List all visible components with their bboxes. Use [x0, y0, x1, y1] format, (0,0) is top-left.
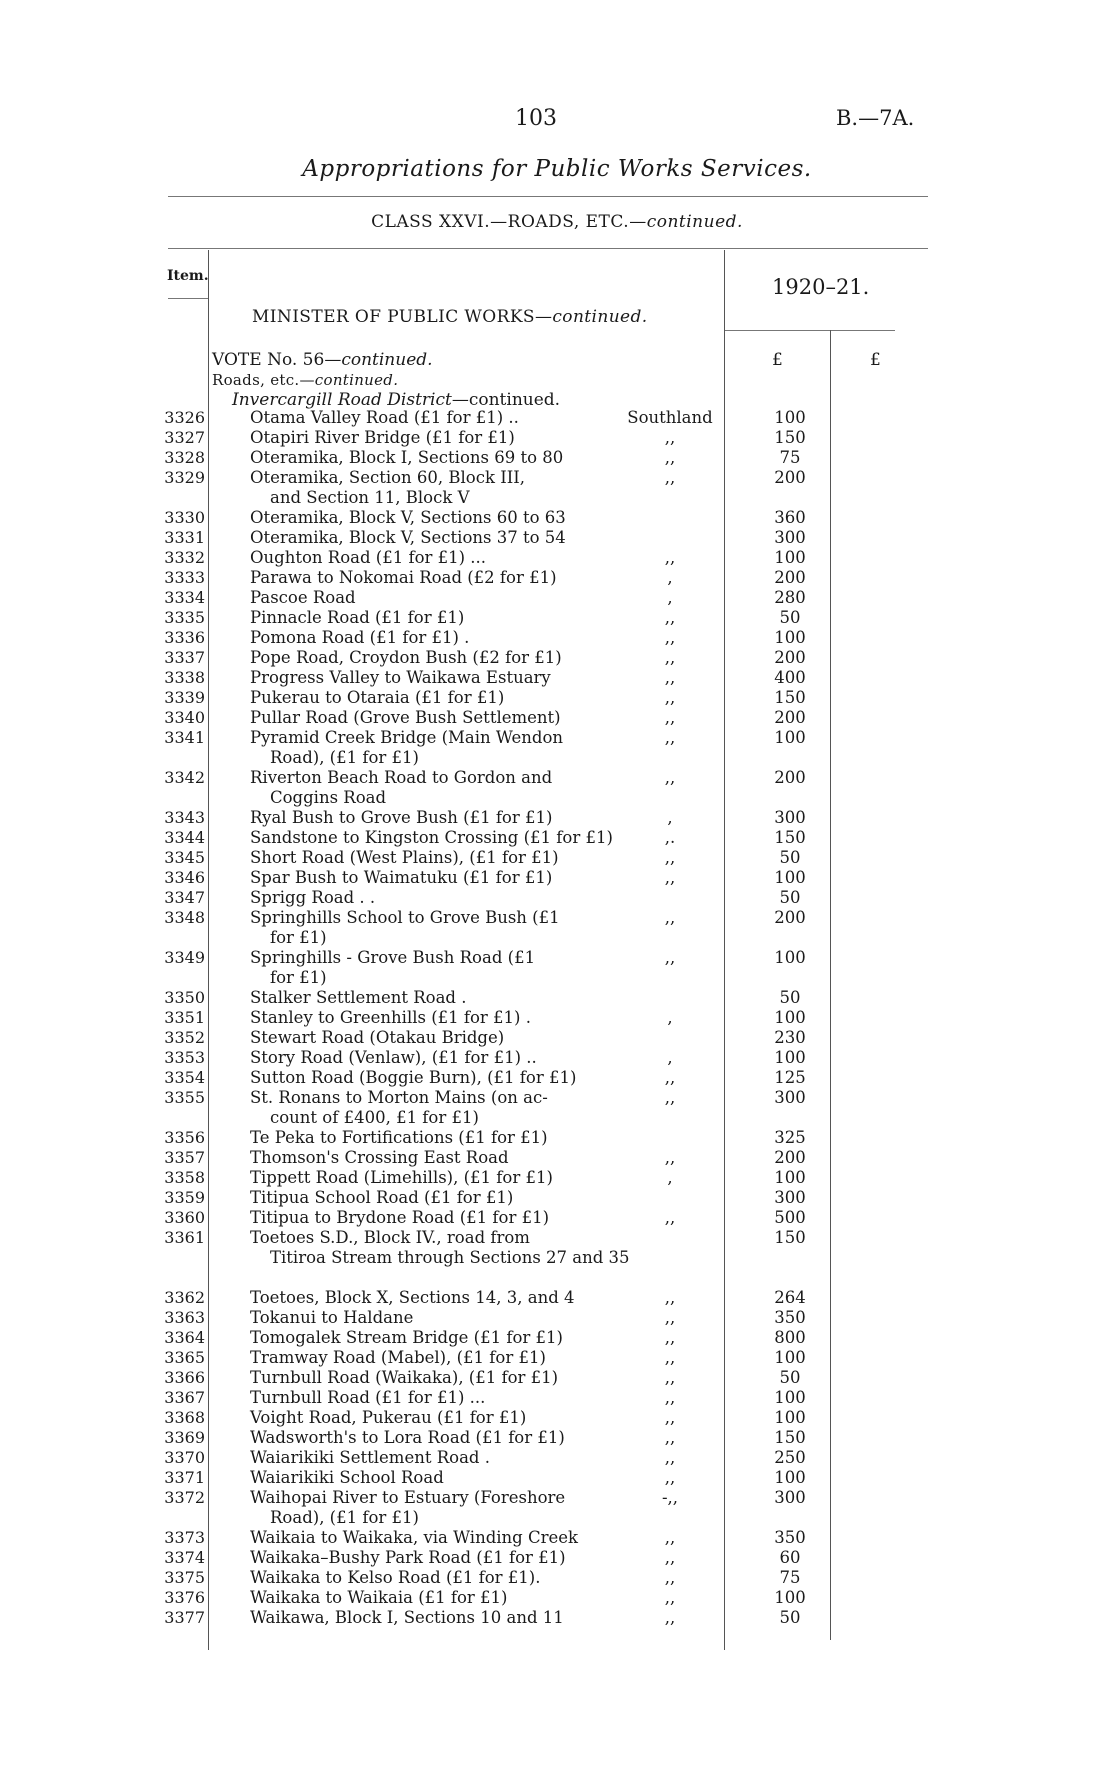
- item-number: 3340: [164, 708, 205, 727]
- item-amount: 200: [774, 908, 806, 927]
- item-district: ,,: [664, 948, 676, 967]
- item-description-text: Parawa to Nokomai Road (£2 for £1): [250, 568, 557, 587]
- item-description: [250, 628, 630, 648]
- item-amount: 100: [774, 1388, 806, 1407]
- item-number: 3349: [164, 948, 205, 967]
- item-description: [250, 1208, 630, 1228]
- item-description-text: St. Ronans to Morton Mains (on ac-: [250, 1088, 548, 1107]
- item-description-text: Stanley to Greenhills (£1 for £1) .: [250, 1008, 531, 1027]
- item-description-text: Pyramid Creek Bridge (Main Wendon: [250, 728, 564, 747]
- item-description-text: Tramway Road (Mabel), (£1 for £1): [250, 1348, 546, 1367]
- item-amount: 100: [774, 1348, 806, 1367]
- item-number: 3369: [164, 1428, 205, 1447]
- item-district: ,,: [664, 608, 676, 627]
- item-description-text: Progress Valley to Waikawa Estuary: [250, 668, 551, 687]
- page-number: 103: [515, 106, 557, 131]
- item-amount: 100: [774, 1408, 806, 1427]
- item-number: 3374: [164, 1548, 205, 1567]
- item-number: 3332: [164, 548, 205, 567]
- item-amount: 200: [774, 708, 806, 727]
- item-description-text: Pinnacle Road (£1 for £1): [250, 608, 465, 627]
- currency-symbol-1: £: [772, 350, 783, 370]
- item-number: 3346: [164, 868, 205, 887]
- item-description: [250, 648, 630, 668]
- item-description-text: Tomogalek Stream Bridge (£1 for £1): [250, 1328, 563, 1347]
- item-district: ,,: [664, 1388, 676, 1407]
- item-number: 3363: [164, 1308, 205, 1327]
- item-description: [250, 1188, 630, 1208]
- item-description-text: Tokanui to Haldane: [250, 1308, 414, 1327]
- amount-column-line: [724, 250, 725, 1650]
- item-amount: 150: [774, 1228, 806, 1247]
- vote-heading-continued: continued.: [341, 350, 433, 370]
- class-heading: [0, 212, 1114, 232]
- item-description: [250, 448, 630, 468]
- item-amount: 350: [774, 1308, 806, 1327]
- item-amount: 300: [774, 528, 806, 547]
- item-description: [250, 728, 630, 768]
- item-description-text: Thomson's Crossing East Road: [250, 1148, 509, 1167]
- item-number: 3352: [164, 1028, 205, 1047]
- item-number: 3353: [164, 1048, 205, 1067]
- item-description-text: Waikaka–Bushy Park Road (£1 for £1): [250, 1548, 566, 1567]
- item-number: 3333: [164, 568, 205, 587]
- item-district: ,,: [664, 688, 676, 707]
- item-number: 3326: [164, 408, 205, 427]
- item-description: [250, 1488, 630, 1528]
- year-header-rule: [725, 330, 895, 331]
- item-number: 3361: [164, 1228, 205, 1247]
- item-amount: 50: [779, 608, 801, 627]
- item-description: [250, 1328, 630, 1348]
- item-description-text: Toetoes, Block X, Sections 14, 3, and 4: [250, 1288, 575, 1307]
- item-district: ,,: [664, 548, 676, 567]
- minister-heading: [252, 307, 648, 327]
- item-number: 3334: [164, 588, 205, 607]
- item-number: 3371: [164, 1468, 205, 1487]
- item-description: [250, 1608, 630, 1628]
- item-description-continuation: Road), (£1 for £1): [270, 1508, 419, 1527]
- item-description-text: Waikawa, Block I, Sections 10 and 11: [250, 1608, 564, 1627]
- item-description-text: Stewart Road (Otakau Bridge): [250, 1028, 505, 1047]
- item-description-text: Pope Road, Croydon Bush (£2 for £1): [250, 648, 562, 667]
- item-description: [250, 1568, 630, 1588]
- item-district: ,,: [664, 1448, 676, 1467]
- item-amount: 50: [779, 988, 801, 1007]
- item-district: ,,: [664, 1528, 676, 1547]
- item-description-text: Oteramika, Section 60, Block III,: [250, 468, 526, 487]
- year-column-header: 1920–21.: [772, 275, 870, 299]
- item-description-text: Otapiri River Bridge (£1 for £1): [250, 428, 515, 447]
- item-description-text: Riverton Beach Road to Gordon and: [250, 768, 553, 787]
- item-number: 3336: [164, 628, 205, 647]
- item-amount: 300: [774, 1488, 806, 1507]
- item-amount: 150: [774, 688, 806, 707]
- item-number: 3370: [164, 1448, 205, 1467]
- item-description: [250, 708, 630, 728]
- item-district: ,,: [664, 1148, 676, 1167]
- item-description: [250, 948, 630, 988]
- item-number: 3358: [164, 1168, 205, 1187]
- item-description: [250, 1348, 630, 1368]
- item-amount: 350: [774, 1528, 806, 1547]
- item-amount: 125: [774, 1068, 806, 1087]
- item-description-text: Te Peka to Fortifications (£1 for £1): [250, 1128, 548, 1147]
- item-description: [250, 1288, 630, 1308]
- item-amount: 200: [774, 568, 806, 587]
- item-district: ,,: [664, 1468, 676, 1487]
- minister-heading-continued: continued.: [552, 307, 648, 327]
- item-amount: 50: [779, 848, 801, 867]
- item-description-continuation: Coggins Road: [270, 788, 387, 807]
- item-description: [250, 528, 630, 548]
- item-number: 3330: [164, 508, 205, 527]
- item-number: 3366: [164, 1368, 205, 1387]
- district-name: Invercargill Road District: [232, 390, 452, 410]
- item-number: 3376: [164, 1588, 205, 1607]
- item-description: [250, 568, 630, 588]
- item-description: [250, 908, 630, 948]
- item-description-text: Turnbull Road (Waikaka), (£1 for £1): [250, 1368, 559, 1387]
- item-description-text: Tippett Road (Limehills), (£1 for £1): [250, 1168, 553, 1187]
- item-number: 3338: [164, 668, 205, 687]
- item-description-text: Oughton Road (£1 for £1) ...: [250, 548, 487, 567]
- item-amount: 75: [779, 448, 801, 467]
- item-description-text: Sutton Road (Boggie Burn), (£1 for £1): [250, 1068, 577, 1087]
- item-number: 3335: [164, 608, 205, 627]
- class-heading-text: CLASS XXVI.—ROADS, ETC.—: [371, 212, 647, 232]
- item-number: 3373: [164, 1528, 205, 1547]
- item-number: 3368: [164, 1408, 205, 1427]
- item-description-text: Springhills School to Grove Bush (£1: [250, 908, 560, 927]
- item-amount: 100: [774, 548, 806, 567]
- item-header-rule: [168, 298, 208, 299]
- item-description: [250, 1548, 630, 1568]
- item-description-text: Oteramika, Block V, Sections 37 to 54: [250, 528, 566, 547]
- item-description-text: Story Road (Venlaw), (£1 for £1) ..: [250, 1048, 537, 1067]
- item-description: [250, 428, 630, 448]
- item-description-text: Oteramika, Block V, Sections 60 to 63: [250, 508, 566, 527]
- item-description: [250, 828, 630, 848]
- item-district: ,,: [664, 1068, 676, 1087]
- item-description: [250, 1168, 630, 1188]
- item-description-continuation: count of £400, £1 for £1): [270, 1108, 479, 1127]
- item-number: 3328: [164, 448, 205, 467]
- item-amount: 264: [774, 1288, 806, 1307]
- item-district: ,,: [664, 728, 676, 747]
- item-description: [250, 1408, 630, 1428]
- item-number: 3345: [164, 848, 205, 867]
- item-number: 3341: [164, 728, 205, 747]
- item-number: 3337: [164, 648, 205, 667]
- item-description: [250, 688, 630, 708]
- item-number: 3365: [164, 1348, 205, 1367]
- item-description: [250, 588, 630, 608]
- item-amount: 200: [774, 768, 806, 787]
- item-amount: 100: [774, 408, 806, 427]
- item-description-text: Titipua School Road (£1 for £1): [250, 1188, 514, 1207]
- item-description: [250, 1368, 630, 1388]
- item-district: ,,: [664, 1348, 676, 1367]
- item-description: [250, 768, 630, 808]
- item-description: [250, 1468, 630, 1488]
- item-number: 3362: [164, 1288, 205, 1307]
- item-district: ,,: [664, 1608, 676, 1627]
- item-description-text: Pomona Road (£1 for £1) .: [250, 628, 470, 647]
- item-amount: 60: [779, 1548, 801, 1567]
- item-amount: 100: [774, 728, 806, 747]
- item-number: 3339: [164, 688, 205, 707]
- item-description-text: Spar Bush to Waimatuku (£1 for £1): [250, 868, 553, 887]
- item-number: 3344: [164, 828, 205, 847]
- item-number: 3356: [164, 1128, 205, 1147]
- item-district: ,,: [664, 1308, 676, 1327]
- item-district: ,,: [664, 1368, 676, 1387]
- item-description: [250, 408, 630, 428]
- item-description-text: Waiarikiki Settlement Road .: [250, 1448, 490, 1467]
- item-amount: 150: [774, 428, 806, 447]
- item-district: ,: [667, 568, 673, 587]
- item-amount: 200: [774, 468, 806, 487]
- vote-heading: [212, 350, 433, 370]
- item-description: [250, 1588, 630, 1608]
- item-amount: 150: [774, 828, 806, 847]
- item-district: ,,: [664, 448, 676, 467]
- item-description: [250, 808, 630, 828]
- item-amount: 100: [774, 1048, 806, 1067]
- item-description: [250, 1048, 630, 1068]
- item-description-text: Toetoes S.D., Block IV., road from: [250, 1228, 530, 1247]
- item-description-text: Pascoe Road: [250, 588, 356, 607]
- item-column-line: [208, 250, 209, 1650]
- item-district: ,,: [664, 708, 676, 727]
- item-description-continuation: and Section 11, Block V: [270, 488, 470, 507]
- item-district: -,,: [661, 1488, 679, 1507]
- item-amount: 280: [774, 588, 806, 607]
- item-number: 3350: [164, 988, 205, 1007]
- item-amount: 300: [774, 1088, 806, 1107]
- item-number: 3375: [164, 1568, 205, 1587]
- item-amount: 50: [779, 888, 801, 907]
- item-description-text: Sprigg Road . .: [250, 888, 376, 907]
- item-amount: 300: [774, 1188, 806, 1207]
- item-description-text: Oteramika, Block I, Sections 69 to 80: [250, 448, 564, 467]
- page-title: Appropriations for Public Works Services.: [302, 156, 812, 182]
- item-district: ,,: [664, 1568, 676, 1587]
- item-description-text: Waiarikiki School Road: [250, 1468, 444, 1487]
- item-number: 3354: [164, 1068, 205, 1087]
- item-description: [250, 548, 630, 568]
- item-number: 3348: [164, 908, 205, 927]
- item-amount: 100: [774, 1008, 806, 1027]
- item-amount: 200: [774, 1148, 806, 1167]
- item-amount: 200: [774, 648, 806, 667]
- item-description-text: Waikaia to Waikaka, via Winding Creek: [250, 1528, 579, 1547]
- item-district: ,: [667, 1048, 673, 1067]
- item-district: ,,: [664, 668, 676, 687]
- item-description: [250, 1068, 630, 1088]
- item-district: ,.: [664, 828, 676, 847]
- item-number: 3367: [164, 1388, 205, 1407]
- item-description: [250, 468, 630, 508]
- item-description-text: Sandstone to Kingston Crossing (£1 for £1): [250, 828, 613, 847]
- item-description: [250, 1128, 630, 1148]
- item-description-continuation: for £1): [270, 928, 327, 947]
- roads-heading-text: Roads, etc.—: [212, 371, 315, 389]
- minister-heading-text: MINISTER OF PUBLIC WORKS—: [252, 307, 553, 327]
- item-description-continuation: Road), (£1 for £1): [270, 748, 419, 767]
- item-description: [250, 988, 630, 1008]
- item-description: [250, 668, 630, 688]
- item-amount: 800: [774, 1328, 806, 1347]
- table-top-rule: [168, 248, 928, 249]
- item-district: ,,: [664, 1328, 676, 1347]
- item-number: 3377: [164, 1608, 205, 1627]
- item-description: [250, 1308, 630, 1328]
- item-number: 3355: [164, 1088, 205, 1107]
- item-description-text: Springhills - Grove Bush Road (£1: [250, 948, 536, 967]
- item-amount: 250: [774, 1448, 806, 1467]
- item-description: [250, 1228, 630, 1268]
- item-number: 3331: [164, 528, 205, 547]
- item-amount: 100: [774, 1168, 806, 1187]
- item-district: ,,: [664, 1408, 676, 1427]
- item-description-text: Turnbull Road (£1 for £1) ...: [250, 1388, 486, 1407]
- item-district: ,: [667, 1168, 673, 1187]
- item-number: 3372: [164, 1488, 205, 1507]
- item-district: Southland: [627, 408, 713, 427]
- item-district: ,,: [664, 848, 676, 867]
- item-description: [250, 1448, 630, 1468]
- item-description: [250, 1428, 630, 1448]
- item-district: ,,: [664, 648, 676, 667]
- currency-symbol-2: £: [870, 350, 881, 370]
- item-number: 3357: [164, 1148, 205, 1167]
- item-description: [250, 1528, 630, 1548]
- item-number: 3360: [164, 1208, 205, 1227]
- item-number: 3347: [164, 888, 205, 907]
- item-description: [250, 1088, 630, 1128]
- item-district: ,,: [664, 768, 676, 787]
- item-description-text: Otama Valley Road (£1 for £1) ..: [250, 408, 519, 427]
- item-number: 3351: [164, 1008, 205, 1027]
- item-amount: 325: [774, 1128, 806, 1147]
- item-amount: 100: [774, 1468, 806, 1487]
- item-district: ,: [667, 1008, 673, 1027]
- item-amount: 75: [779, 1568, 801, 1587]
- item-description: [250, 868, 630, 888]
- roads-heading-continued: continued.: [314, 371, 399, 389]
- district-heading: [232, 390, 560, 410]
- item-district: ,: [667, 588, 673, 607]
- item-description: [250, 848, 630, 868]
- roads-heading: [212, 371, 398, 389]
- item-amount: 230: [774, 1028, 806, 1047]
- item-column-header: Item.: [167, 268, 209, 284]
- item-amount: 360: [774, 508, 806, 527]
- item-number: 3329: [164, 468, 205, 487]
- item-district: ,,: [664, 868, 676, 887]
- item-amount: 100: [774, 868, 806, 887]
- item-amount: 100: [774, 948, 806, 967]
- item-description-text: Waikaka to Kelso Road (£1 for £1).: [250, 1568, 541, 1587]
- item-amount: 400: [774, 668, 806, 687]
- item-description-text: Pukerau to Otaraia (£1 for £1): [250, 688, 505, 707]
- item-district: ,,: [664, 1548, 676, 1567]
- item-description-text: Short Road (West Plains), (£1 for £1): [250, 848, 559, 867]
- item-description-text: Stalker Settlement Road .: [250, 988, 467, 1007]
- item-number: 3327: [164, 428, 205, 447]
- item-description-text: Pullar Road (Grove Bush Settlement): [250, 708, 561, 727]
- item-district: ,,: [664, 468, 676, 487]
- item-description: [250, 888, 630, 908]
- item-description: [250, 1008, 630, 1028]
- item-district: ,,: [664, 1288, 676, 1307]
- item-amount: 50: [779, 1368, 801, 1387]
- second-amount-column-line: [830, 330, 831, 1640]
- item-district: ,,: [664, 1208, 676, 1227]
- item-description-text: Wadsworth's to Lora Road (£1 for £1): [250, 1428, 565, 1447]
- item-description: [250, 1148, 630, 1168]
- item-district: ,,: [664, 1428, 676, 1447]
- item-amount: 100: [774, 1588, 806, 1607]
- item-description-text: Voight Road, Pukerau (£1 for £1): [250, 1408, 527, 1427]
- item-amount: 50: [779, 1608, 801, 1627]
- item-amount: 100: [774, 628, 806, 647]
- item-district: ,,: [664, 1088, 676, 1107]
- item-number: 3359: [164, 1188, 205, 1207]
- item-number: 3342: [164, 768, 205, 787]
- item-district: ,,: [664, 428, 676, 447]
- vote-heading-text: VOTE No. 56—: [212, 350, 342, 370]
- item-district: ,: [667, 808, 673, 827]
- item-description-text: Ryal Bush to Grove Bush (£1 for £1): [250, 808, 553, 827]
- item-number: 3343: [164, 808, 205, 827]
- item-district: ,,: [664, 628, 676, 647]
- item-amount: 300: [774, 808, 806, 827]
- item-description-text: Titipua to Brydone Road (£1 for £1): [250, 1208, 550, 1227]
- item-description: [250, 1028, 630, 1048]
- district-continued: —continued.: [451, 390, 561, 410]
- item-description-continuation: for £1): [270, 968, 327, 987]
- item-description-text: Waikaka to Waikaia (£1 for £1): [250, 1588, 508, 1607]
- item-amount: 500: [774, 1208, 806, 1227]
- item-description-continuation: Titiroa Stream through Sections 27 and 35: [270, 1248, 630, 1267]
- item-description: [250, 1388, 630, 1408]
- item-number: 3364: [164, 1328, 205, 1347]
- item-description: [250, 608, 630, 628]
- item-district: ,,: [664, 908, 676, 927]
- item-description: [250, 508, 630, 528]
- title-rule: [168, 196, 928, 197]
- item-description-text: Waihopai River to Estuary (Foreshore: [250, 1488, 566, 1507]
- class-heading-continued: continued.: [646, 212, 743, 232]
- document-reference: B.—7A.: [836, 106, 915, 130]
- item-district: ,,: [664, 1588, 676, 1607]
- item-amount: 150: [774, 1428, 806, 1447]
